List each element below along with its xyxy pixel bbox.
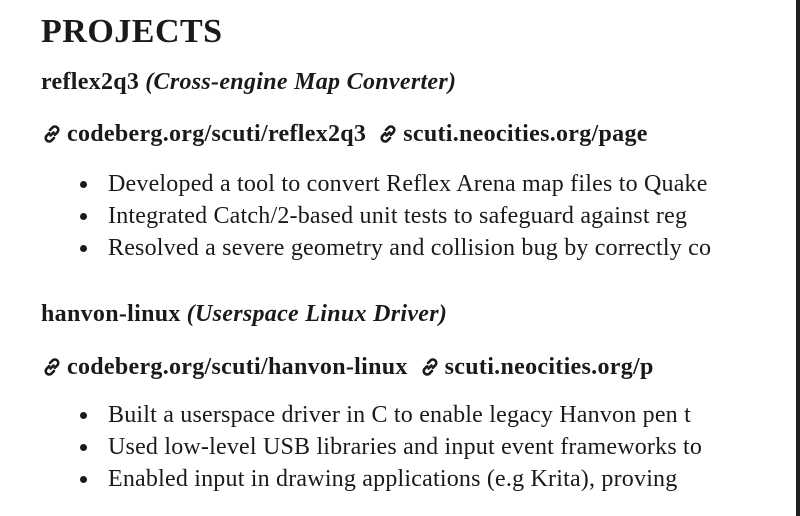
list-item: [78, 168, 711, 200]
link-text: codeberg.org/scuti/reflex2q3: [67, 121, 367, 147]
list-item: [78, 463, 702, 495]
list-item: [78, 399, 702, 431]
bullet-icon: [80, 213, 87, 220]
link-icon: [40, 355, 64, 379]
project-links: [40, 119, 658, 149]
link-icon: [40, 122, 64, 146]
link-text: scuti.neocities.org/page: [403, 121, 648, 147]
project-link-neocities[interactable]: [376, 119, 648, 149]
list-item: [78, 232, 711, 264]
project-link-neocities[interactable]: [418, 352, 654, 382]
project-heading: [41, 299, 447, 329]
bullet-icon: [80, 444, 87, 451]
bullet-text: Built a userspace driver in C to enable legacy Hanvon pen t: [108, 402, 691, 428]
bullet-text: Integrated Catch/2-based unit tests to safeguard against reg: [108, 203, 688, 229]
section-title: PROJECTS: [41, 13, 223, 50]
project-name: hanvon-linux: [41, 301, 181, 327]
bullet-text: Developed a tool to convert Reflex Arena map files to Quake: [108, 171, 708, 197]
link-icon: [418, 355, 442, 379]
bullet-icon: [80, 181, 87, 188]
link-icon: [376, 122, 400, 146]
project-link-codeberg[interactable]: [40, 119, 366, 149]
project-link-codeberg[interactable]: [40, 352, 408, 382]
project-bullets: [78, 399, 702, 495]
list-item: [78, 200, 711, 232]
project-heading: [41, 67, 456, 97]
project-name: reflex2q3: [41, 69, 140, 95]
project-subtitle: (Cross-engine Map Converter): [145, 69, 457, 95]
window-edge-divider: [796, 0, 800, 516]
bullet-text: Used low-level USB libraries and input event frameworks to: [108, 434, 703, 460]
list-item: [78, 431, 702, 463]
project-subtitle: (Userspace Linux Driver): [186, 301, 448, 327]
project-bullets: [78, 168, 711, 264]
link-text: codeberg.org/scuti/hanvon-linux: [67, 354, 408, 380]
bullet-text: Resolved a severe geometry and collision bug by correctly co: [108, 235, 712, 261]
link-text: scuti.neocities.org/p: [444, 354, 654, 380]
bullet-text: Enabled input in drawing applications (e.g Krita), proving: [108, 466, 678, 492]
bullet-icon: [80, 476, 87, 483]
bullet-icon: [80, 245, 87, 252]
bullet-icon: [80, 412, 87, 419]
project-links: [40, 352, 664, 382]
